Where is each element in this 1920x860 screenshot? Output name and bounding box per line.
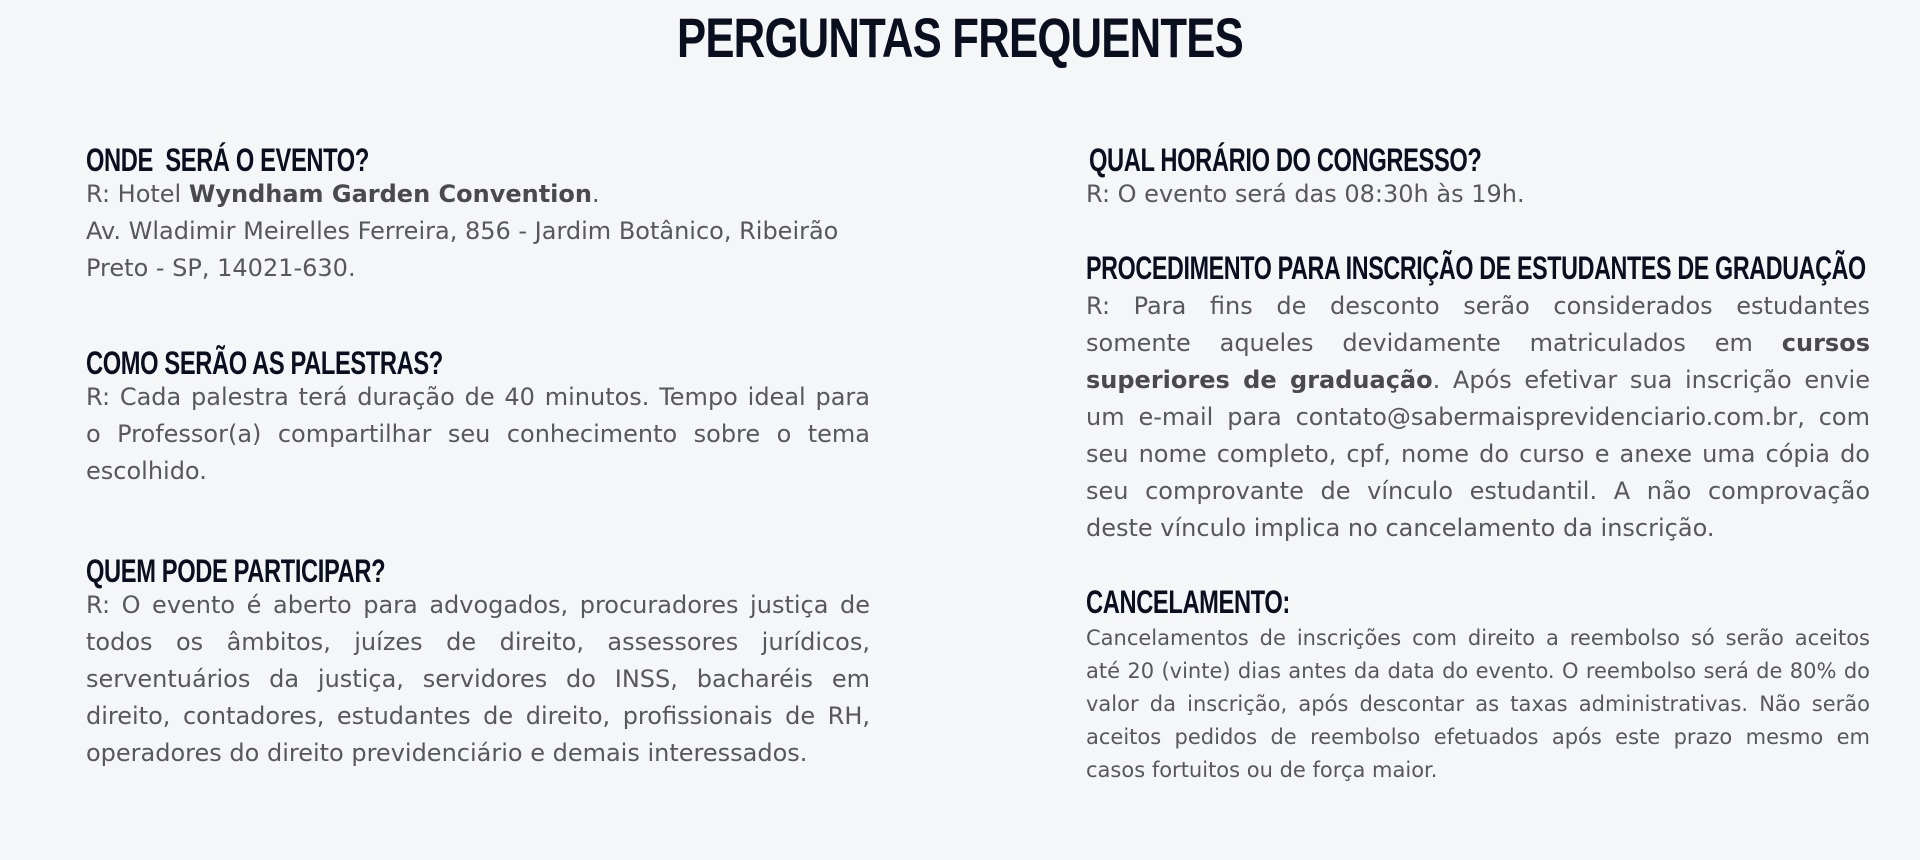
answer-suffix: . <box>591 180 600 208</box>
faq-answer-cancellation: Cancelamentos de inscrições com direito a reembolso só serão aceitos até 20 (vinte) dias antes da data do evento. O reembolso será de 80% do valor da inscrição, após descontar as taxas administrativas. Não serão aceitos pedidos de reembolso efetuados após este prazo mesmo em casos fortuitos ou de força maior. <box>1086 626 1870 782</box>
faq-question-location: ONDE SERÁ O EVENTO? <box>86 142 369 178</box>
hotel-name: Wyndham Garden Convention <box>188 180 592 208</box>
graduation-courses: cursos superiores de graduação <box>1086 329 1870 394</box>
faq-question-audience: QUEM PODE PARTICIPAR? <box>86 553 386 589</box>
faq-answer-audience: R: O evento é aberto para advogados, procuradores justiça de todos os âmbitos, juízes de direito, assessores jurídicos, serventuários da justiça, servidores do INSS, bacharéis em direito, contadores, estudantes de direito, profissionais de RH, operadores do direito previdenciário e demais interessados. <box>86 591 870 767</box>
faq-answer-location <box>86 176 870 287</box>
faq-answer-talks: R: Cada palestra terá duração de 40 minutos. Tempo ideal para o Professor(a) compartilhar seu conhecimento sobre o tema escolhido. <box>86 383 870 485</box>
event-address: Av. Wladimir Meirelles Ferreira, 856 - Jardim Botânico, Ribeirão Preto - SP, 14021-630. <box>86 217 839 282</box>
answer-suffix: . Após efetivar sua inscrição envie um e-mail para contato@sabermaisprevidenciario.com.br, com seu nome completo, cpf, nome do curso e anexe uma cópia do seu comprovante de vínculo estudantil. A não comprovação deste vínculo implica no cancelamento da inscrição. <box>1086 366 1870 542</box>
faq-question-talks: COMO SERÃO AS PALESTRAS? <box>86 345 443 381</box>
page-title: PERGUNTAS FREQUENTES <box>676 6 1244 69</box>
faq-question-schedule: QUAL HORÁRIO DO CONGRESSO? <box>1089 142 1482 178</box>
faq-answer-students <box>1086 288 1870 547</box>
answer-prefix: R: Hotel <box>86 180 189 208</box>
faq-item-location <box>86 140 870 287</box>
faq-question-students: PROCEDIMENTO PARA INSCRIÇÃO DE ESTUDANTES DE GRADUAÇÃO <box>1086 250 1866 286</box>
faq-question-cancellation: CANCELAMENTO: <box>1086 584 1290 620</box>
answer-prefix: R: Para fins de desconto serão considerados estudantes somente aqueles devidamente matriculados em <box>1086 292 1870 357</box>
faq-item-talks <box>86 343 870 490</box>
faq-item-audience <box>86 551 870 772</box>
faq-item-schedule <box>1086 140 1873 213</box>
faq-answer-schedule: R: O evento será das 08:30h às 19h. <box>1086 180 1525 208</box>
faq-item-cancellation <box>1086 582 1870 787</box>
faq-item-students <box>1086 248 1870 547</box>
